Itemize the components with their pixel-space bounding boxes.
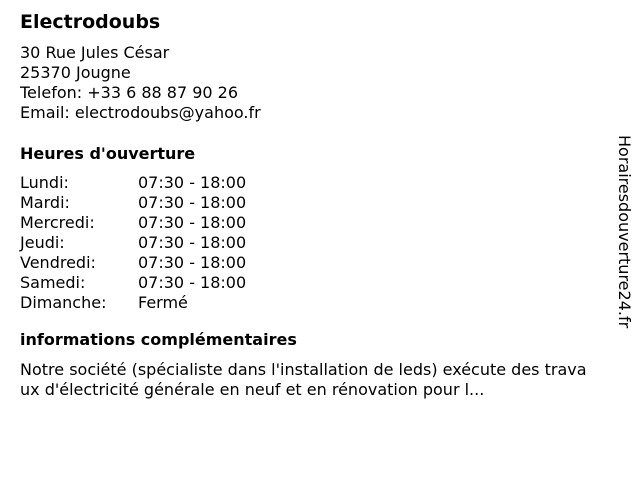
- hours-row-monday: [20, 173, 600, 193]
- business-card: [20, 10, 600, 400]
- additional-info-heading: informations complémentaires: [20, 330, 297, 349]
- time-value: 07:30 - 18:00: [138, 273, 247, 292]
- business-name: Electrodoubs: [20, 11, 161, 33]
- day-label: Jeudi:: [20, 233, 65, 252]
- day-label: Mardi:: [20, 193, 70, 212]
- day-label: Vendredi:: [20, 253, 96, 272]
- hours-row-tuesday: [20, 193, 600, 213]
- time-value: 07:30 - 18:00: [138, 233, 247, 252]
- email-address: Email: electrodoubs@yahoo.fr: [20, 103, 261, 122]
- time-value: 07:30 - 18:00: [138, 173, 247, 192]
- time-value: 07:30 - 18:00: [138, 193, 247, 212]
- opening-hours-list: [20, 173, 600, 313]
- address-line-1: 30 Rue Jules César: [20, 43, 170, 62]
- day-label: Dimanche:: [20, 293, 107, 312]
- hours-row-wednesday: [20, 213, 600, 233]
- hours-row-thursday: [20, 233, 600, 253]
- additional-info-text: Notre société (spécialiste dans l'installation de leds) exécute des travaux d'électricité générale en neuf et en rénovation pour l...: [20, 360, 587, 399]
- hours-row-saturday: [20, 273, 600, 293]
- day-label: Samedi:: [20, 273, 86, 292]
- site-watermark: Horairesdouverture24.fr: [615, 135, 634, 329]
- day-label: Mercredi:: [20, 213, 95, 232]
- hours-row-friday: [20, 253, 600, 273]
- time-value: Fermé: [138, 293, 188, 312]
- day-label: Lundi:: [20, 173, 69, 192]
- opening-hours-heading: Heures d'ouverture: [20, 144, 196, 163]
- time-value: 07:30 - 18:00: [138, 213, 247, 232]
- phone-number: Telefon: +33 6 88 87 90 26: [20, 83, 239, 102]
- address-line-2: 25370 Jougne: [20, 63, 131, 82]
- time-value: 07:30 - 18:00: [138, 253, 247, 272]
- hours-row-sunday: [20, 293, 600, 313]
